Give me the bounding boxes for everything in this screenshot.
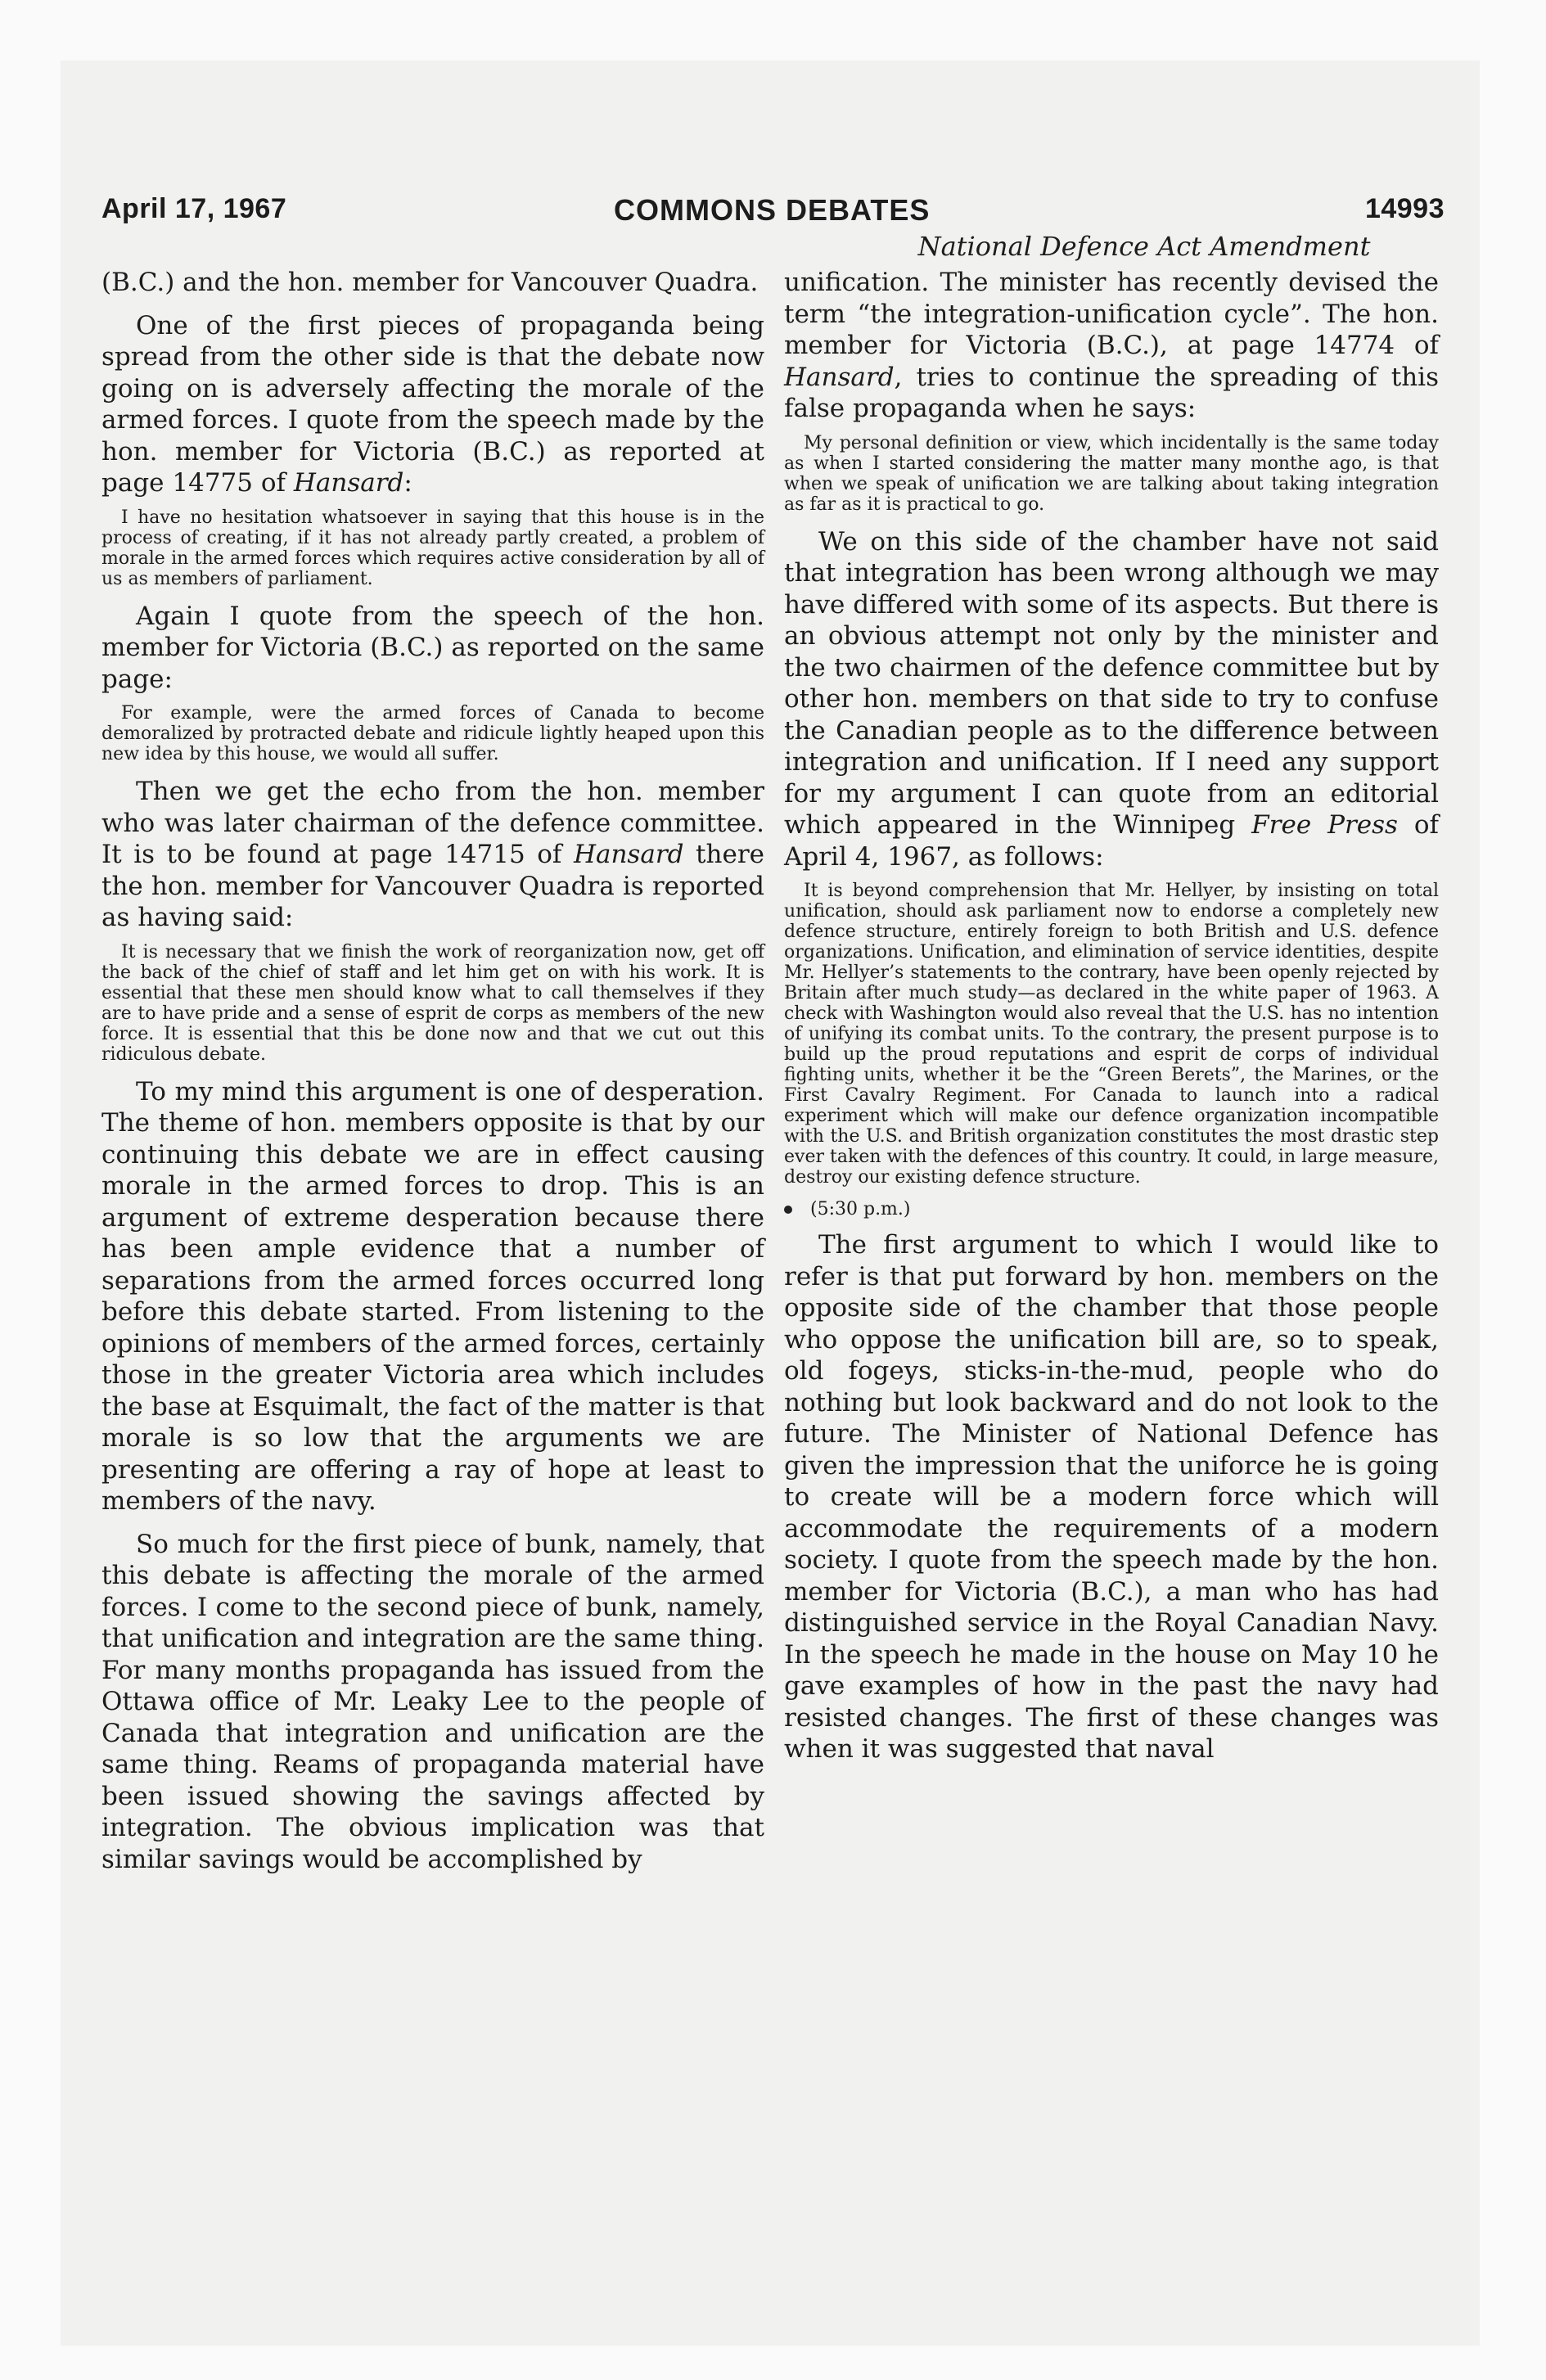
italic-reference: Hansard: [293, 468, 404, 498]
paragraph: unification. The minister has recently devised the term “the integration-unification cycle”. The hon. member for Victoria (B.C.), at page 14774 of Hansard, tries to continue the spreading of this false propaganda when he says:: [784, 268, 1439, 423]
italic-reference: Hansard: [784, 362, 895, 392]
paragraph: One of the first pieces of propaganda being spread from the other side is that the debate now going on is adversely affecting the morale of the armed forces. I quote from the speech made by the hon. member for Victoria (B.C.) as reported at page 14775 of Hansard:: [101, 310, 764, 498]
italic-reference: Hansard: [573, 840, 684, 869]
quotation: For example, were the armed forces of Canada to become demoralized by protracted debate and ridicule lightly heaped upon this new idea by this house, we would all suffer.: [101, 703, 764, 764]
paragraph: (B.C.) and the hon. member for Vancouver Quadra.: [101, 268, 759, 297]
section-subtitle: National Defence Act Amendment: [917, 231, 1371, 262]
time-label: (5:30 p.m.): [810, 1199, 911, 1219]
paragraph: The first argument to which I would like to refer is that put forward by hon. members on the opposite side of the chamber that those people who oppose the unification bill are, so to speak, old fogeys, sticks-in-the-mud, people who do nothing but look backward and do not look to the future. The Minister of National Defence has given the impression that the uniforce he is going to create will be a modern force which will accommodate the requirements of a modern society. I quote from the speech made by the hon. member for Victoria (B.C.), a man who has had distinguished service in the Royal Canadian Navy. In the speech he made in the house on May 10 he gave examples of how in the past the navy had resisted changes. The first of these changes was when it was suggested that naval: [784, 1230, 1439, 1764]
paragraph: To my mind this argument is one of desperation. The theme of hon. members opposite is that by our continuing this debate we are in effect causing morale in the armed forces to drop. This is an argument of extreme desperation because there has been ample evidence that a number of separations from the armed forces occurred long before this debate started. From listening to the opinions of members of the armed forces, certainly those in the greater Victoria area which includes the base at Esquimalt, the fact of the matter is that morale is so low that the arguments we are presenting are offering a ray of hope at least to members of the navy.: [101, 1076, 764, 1516]
left-column: [101, 267, 764, 1875]
header-page-number: 14993: [1364, 193, 1445, 224]
quotation: I have no hesitation whatsoever in saying that this house is in the process of creating, if it has not already partly created, a problem of morale in the armed forces which requires active consideration by all of us as members of parliament.: [101, 507, 764, 589]
header-date: April 17, 1967: [101, 193, 287, 224]
header-title: COMMONS DEBATES: [614, 193, 931, 227]
paragraph: Then we get the echo from the hon. member who was later chairman of the defence committee. It is to be found at page 14715 of Hansard there the hon. member for Vancouver Quadra is reported as having said:: [101, 777, 764, 932]
bullet-icon: [784, 1206, 792, 1214]
paragraph: So much for the first piece of bunk, namely, that this debate is affecting the morale of the armed forces. I come to the second piece of bunk, namely, that unification and integration are the same thing. For many months propaganda has issued from the Ottawa office of Mr. Leaky Lee to the people of Canada that integration and unification are the same thing. Reams of propaganda material have been issued showing the savings affected by integration. The obvious implication was that similar savings would be accomplished by: [101, 1529, 764, 1874]
paragraph: We on this side of the chamber have not said that integration has been wrong although we may have differed with some of its aspects. But there is an obvious attempt not only by the minister and the two chairmen of the defence committee but by other hon. members on that side to try to confuse the Canadian people as to the difference between integration and unification. If I need any support for my argument I can quote from an editorial which appeared in the Winnipeg Free Press of April 4, 1967, as follows:: [784, 526, 1440, 872]
quotation: It is beyond comprehension that Mr. Hellyer, by insisting on total unification, should ask parliament now to endorse a completely new defence structure, entirely foreign to both British and U.S. defence organizations. Unification, and elimination of service identities, despite Mr. Hellyer’s statements to the contrary, have been openly rejected by Britain after much study—as declared in the white paper of 1963. A check with Washington would also reveal that the U.S. has no intention of unifying its combat units. To the contrary, the present purpose is to build up the proud reputations and esprit de corps of individual fighting units, whether it be the “Green Berets”, the Marines, or the First Cavalry Regiment. For Canada to launch into a radical experiment which will make our defence organization incompatible with the U.S. and British organization constitutes the most drastic step ever taken with the defences of this country. It could, in large measure, destroy our existing defence structure.: [784, 881, 1439, 1188]
right-column: [784, 267, 1439, 1765]
paragraph: Again I quote from the speech of the hon. member for Victoria (B.C.) as reported on the same page:: [101, 601, 764, 694]
quotation: It is necessary that we finish the work of reorganization now, get off the back of the chief of staff and let him get on with his work. It is essential that these men should know what to call themselves if they are to have pride and a sense of esprit de corps as members of the new force. It is essential that this be done now and that we cut out this ridiculous debate.: [101, 941, 764, 1065]
italic-reference: Free Press: [1251, 810, 1398, 840]
time-stamp: [784, 1199, 1439, 1219]
quotation: My personal definition or view, which incidentally is the same today as when I started considering the matter many monthe ago, is that when we speak of unification we are talking about taking integration as far as it is practical to go.: [784, 432, 1439, 515]
